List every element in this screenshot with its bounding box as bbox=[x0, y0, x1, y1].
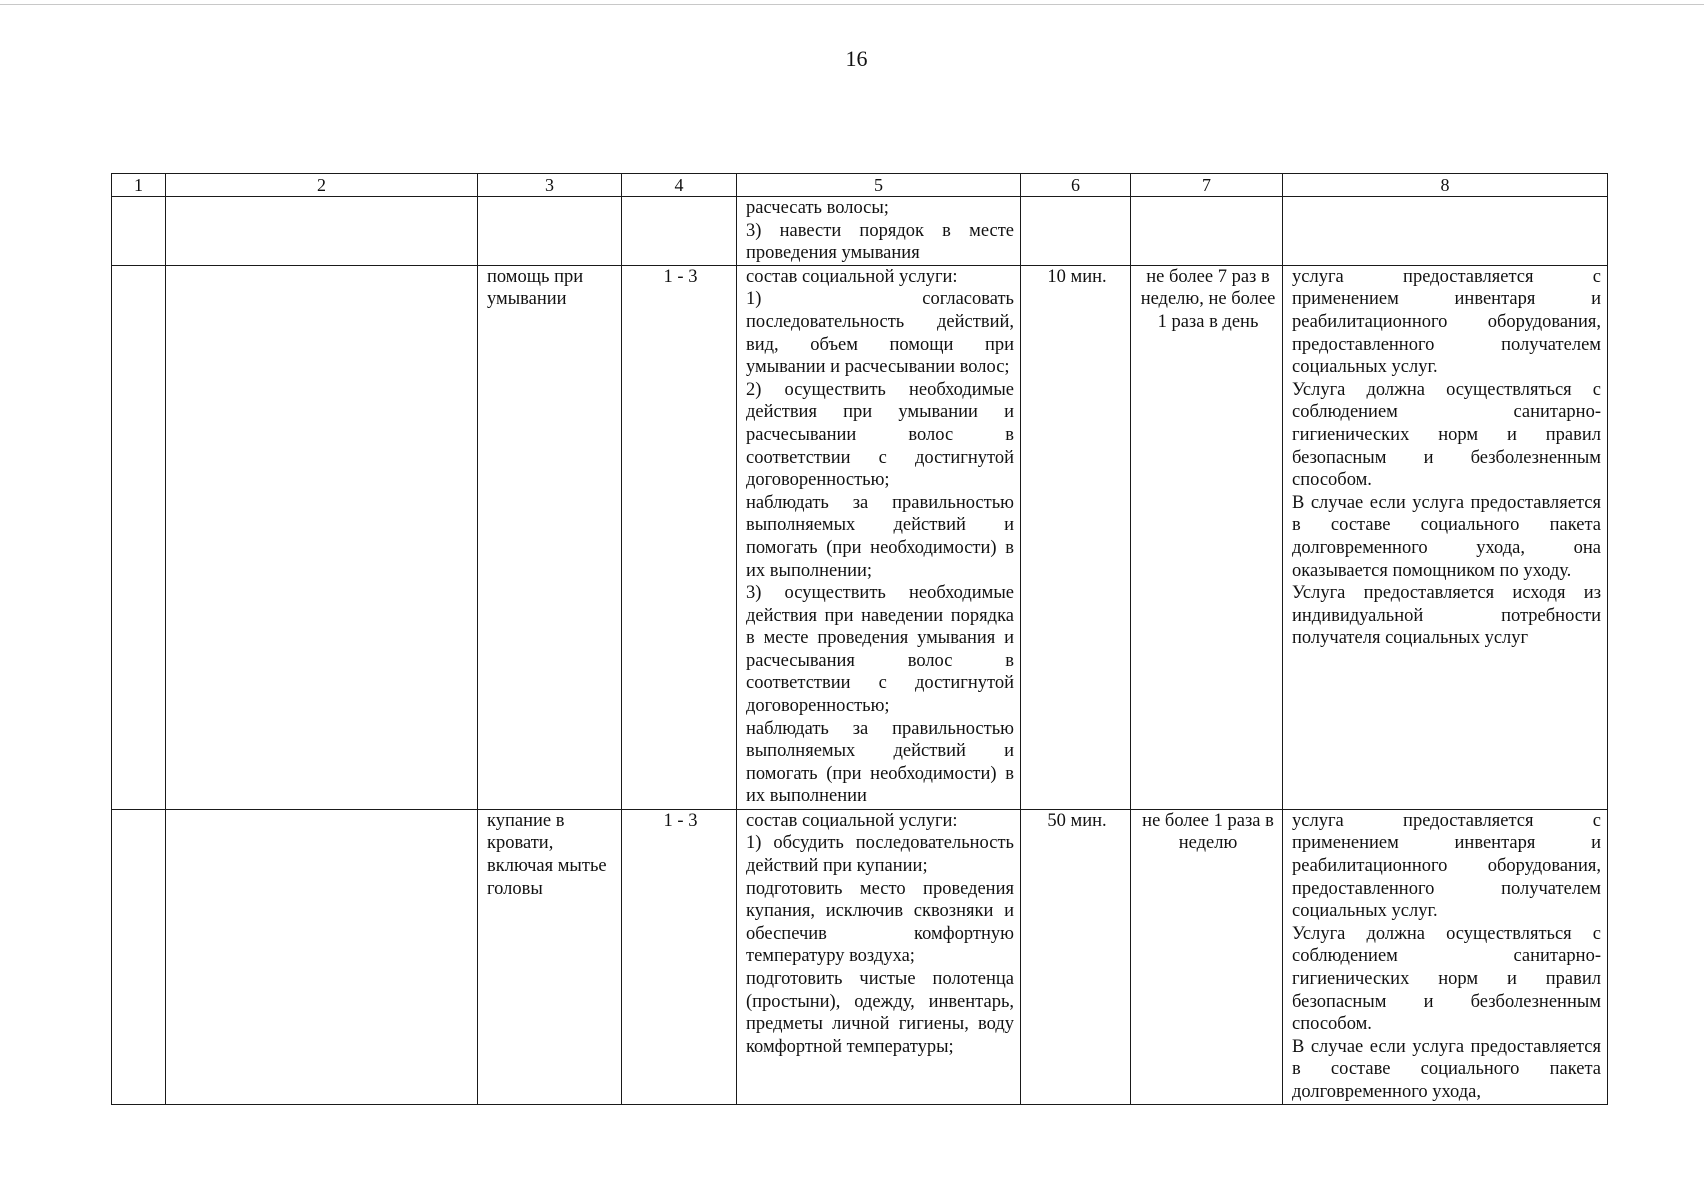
service-group-cell bbox=[166, 809, 478, 1104]
service-composition-cell: состав социальной услуги: 1) согласовать последовательность действий, вид, объем помощи при умывании и расчесывании волос; 2) осуществить необходимые действия при умывании и расчесывании волос в соответствии с достигнутой договоренностью; наблюдать за правильностью выполняемых действий и помогать (при необходимости) в их выполнении; 3) осуществить необходимые действия при наведении порядка в месте проведения умывания и расчесывания волос в соответствии с достигнутой договоренностью; наблюдать за правильностью выполняемых действий и помогать (при необходимости) в их выполнении bbox=[737, 265, 1021, 809]
group-cell: 1 - 3 bbox=[622, 265, 737, 809]
service-name-cell: купание в кровати, включая мытье головы bbox=[478, 809, 622, 1104]
conditions-cell: услуга предоставляется с применением инвентаря и реабилитационного оборудования, предоставленного получателем социальных услуг. Услуга должна осуществляться с соблюдением санитарно-гигиенических норм и правил безопасным и безболезненным способом. В случае если услуга предоставляется в составе социального пакета долговременного ухода, она оказывается помощником по уходу. Услуга предоставляется исходя из индивидуальной потребности получателя социальных услуг bbox=[1283, 265, 1608, 809]
service-group-cell bbox=[166, 197, 478, 266]
scan-edge-line bbox=[0, 4, 1704, 5]
services-table bbox=[111, 173, 1608, 1105]
table-row bbox=[112, 265, 1608, 809]
frequency-cell bbox=[1131, 197, 1283, 266]
header-cell: 1 bbox=[112, 174, 166, 197]
conditions-cell bbox=[1283, 197, 1608, 266]
table-row bbox=[112, 809, 1608, 1104]
header-cell: 6 bbox=[1021, 174, 1131, 197]
header-cell: 2 bbox=[166, 174, 478, 197]
service-group-cell bbox=[166, 265, 478, 809]
group-cell bbox=[622, 197, 737, 266]
header-cell: 5 bbox=[737, 174, 1021, 197]
row-number-cell bbox=[112, 809, 166, 1104]
table-row bbox=[112, 197, 1608, 266]
service-composition-cell: расчесать волосы; 3) навести порядок в месте проведения умывания bbox=[737, 197, 1021, 266]
duration-cell bbox=[1021, 197, 1131, 266]
row-number-cell bbox=[112, 197, 166, 266]
duration-cell: 50 мин. bbox=[1021, 809, 1131, 1104]
frequency-cell: не более 1 раза в неделю bbox=[1131, 809, 1283, 1104]
service-name-cell: помощь при умывании bbox=[478, 265, 622, 809]
header-cell: 4 bbox=[622, 174, 737, 197]
frequency-cell: не более 7 раз в неделю, не более 1 раза в день bbox=[1131, 265, 1283, 809]
table-header-row bbox=[112, 174, 1608, 197]
conditions-cell: услуга предоставляется с применением инвентаря и реабилитационного оборудования, предоставленного получателем социальных услуг. Услуга должна осуществляться с соблюдением санитарно-гигиенических норм и правил безопасным и безболезненным способом. В случае если услуга предоставляется в составе социального пакета долговременного ухода, bbox=[1283, 809, 1608, 1104]
row-number-cell bbox=[112, 265, 166, 809]
duration-cell: 10 мин. bbox=[1021, 265, 1131, 809]
header-cell: 7 bbox=[1131, 174, 1283, 197]
page-number: 16 bbox=[845, 46, 868, 71]
header-cell: 3 bbox=[478, 174, 622, 197]
service-name-cell bbox=[478, 197, 622, 266]
service-composition-cell: состав социальной услуги: 1) обсудить последовательность действий при купании; подготовить место проведения купания, исключив сквозняки и обеспечив комфортную температуру воздуха; подготовить чистые полотенца (простыни), одежду, инвентарь, предметы личной гигиены, воду комфортной температуры; bbox=[737, 809, 1021, 1104]
group-cell: 1 - 3 bbox=[622, 809, 737, 1104]
header-cell: 8 bbox=[1283, 174, 1608, 197]
